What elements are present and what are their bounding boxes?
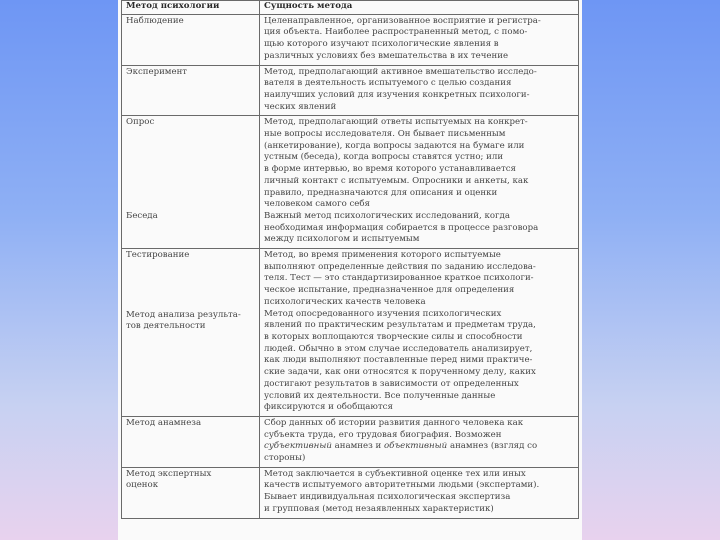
description-line: человеком самого себя: [264, 199, 370, 210]
description-line: и групповая (метод незаявленных характеристик): [264, 503, 494, 514]
description-line: правило, предназначаются для описания и оценки: [264, 187, 498, 198]
description-line: психологических качеств человека: [264, 296, 426, 307]
method-name-group: [122, 467, 260, 518]
description-line: Метод опосредованного изучения психологических: [264, 308, 502, 319]
description-line: ные вопросы исследователя. Он бывает письменным: [264, 129, 506, 140]
document-page: [118, 0, 582, 540]
method-description: [260, 116, 579, 249]
method-description: [260, 416, 579, 467]
table-row: [122, 416, 579, 467]
method-name-line: Метод экспертных: [126, 468, 212, 479]
description-line: (анкетирование), когда вопросы задаются на бумаге или: [264, 140, 525, 151]
description-line: устным (беседа), когда вопросы ставятся устно; или: [264, 152, 504, 163]
column-header-method: Метод психологии: [122, 1, 260, 15]
method-name-line: тов деятельности: [126, 321, 206, 332]
table-row: [122, 249, 579, 417]
method-name: Опрос: [126, 117, 155, 128]
description-line: ческих явлений: [264, 101, 337, 112]
description-line: субъекта труда, его трудовая биография. Возможен: [264, 429, 502, 440]
description-line: фиксируются и обобщаются: [264, 402, 393, 413]
description-line: Метод заключается в субъективной оценке тех или иных: [264, 468, 526, 479]
description-line: Сбор данных об истории развития данного человека как: [264, 417, 524, 428]
method-name: Тестирование: [126, 250, 190, 261]
table-row: [122, 116, 579, 249]
description-line: явлений по практическим результатам и предметам труда,: [264, 320, 536, 331]
description-line: в которых воплощаются творческие силы и способности: [264, 331, 523, 342]
method-name: Эксперимент: [122, 65, 260, 116]
description-line: достигают результатов в зависимости от определенных: [264, 378, 519, 389]
table-header-row: [122, 1, 579, 15]
description-line: Бывает индивидуальная психологическая экспертиза: [264, 492, 511, 503]
description-line: различных условиях без вмешательства в их течение: [264, 50, 509, 61]
description-line: стороны): [264, 453, 306, 464]
description-line: теля. Тест — это стандартизированное краткое психологи-: [264, 273, 534, 284]
description-line: наилучших условий для изучения конкретных психологи-: [264, 89, 530, 100]
description-line: щью которого изучают психологические явления в: [264, 39, 499, 50]
description-line: Целенаправленное, организованное восприятие и регистра-: [264, 15, 541, 26]
description-line: Метод, во время применения которого испытуемые: [264, 250, 501, 261]
table-row: [122, 65, 579, 116]
description-line: качеств испытуемого авторитетными людьми (экспертами).: [264, 480, 540, 491]
description-line: между психологом и испытуемым: [264, 234, 420, 245]
description-line: субъективный анамнез и объективный анамнез (взгляд со: [264, 441, 538, 452]
method-name-line: Метод анализа результа-: [126, 309, 241, 320]
description-line: людей. Обычно в этом случае исследователь анализирует,: [264, 343, 533, 354]
method-description: [260, 65, 579, 116]
description-line: выполняют определенные действия по заданию исследова-: [264, 261, 536, 272]
description-line: Важный метод психологических исследований, когда: [264, 210, 510, 221]
method-name: Метод анамнеза: [122, 416, 260, 467]
column-header-essence: Сущность метода: [260, 1, 579, 15]
description-line: Метод, предполагающий активное вмешательство исследо-: [264, 66, 537, 77]
methods-table: [121, 0, 579, 519]
description-line: ция объекта. Наиболее распространенный метод, с помо-: [264, 27, 528, 38]
description-line: вателя в деятельность испытуемого с целью создания: [264, 78, 512, 89]
method-name-line: оценок: [126, 480, 159, 491]
description-line: личный контакт с испытуемым. Опросники и анкеты, как: [264, 175, 529, 186]
description-line: условий их деятельности. Все полученные данные: [264, 390, 496, 401]
description-line: ские задачи, как они относятся к порученному делу, каких: [264, 367, 536, 378]
method-name-group: [122, 116, 260, 249]
table-row: [122, 14, 579, 65]
description-line: ческое испытание, предназначенное для определения: [264, 285, 515, 296]
italic-term: объективный: [383, 441, 448, 452]
table-row: [122, 467, 579, 518]
description-line: необходимая информация собирается в процессе разговора: [264, 222, 539, 233]
method-description: [260, 467, 579, 518]
method-description: [260, 249, 579, 417]
description-line: Метод, предполагающий ответы испытуемых на конкрет-: [264, 117, 528, 128]
description-line: в форме интервью, во время которого устанавливается: [264, 164, 516, 175]
italic-term: субъективный: [264, 441, 332, 452]
method-description: [260, 14, 579, 65]
method-name: Беседа: [126, 211, 158, 222]
description-line: как люди выполняют поставленные перед ними практиче-: [264, 355, 533, 366]
method-name-group: [122, 249, 260, 417]
method-name: Наблюдение: [122, 14, 260, 65]
